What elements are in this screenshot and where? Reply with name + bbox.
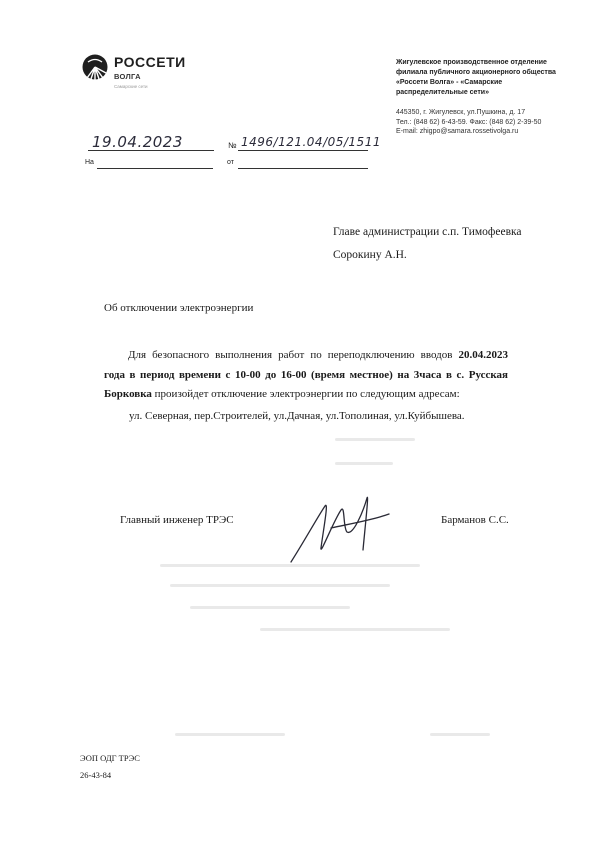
body-text: Для безопасного выполнения работ по переподключению вводов	[128, 349, 459, 361]
rosseti-logo-icon	[82, 54, 108, 80]
date-line	[88, 150, 214, 151]
letter-subject: Об отключении электроэнергии	[104, 302, 254, 314]
executor-phone: 26-43-84	[80, 770, 112, 780]
ot-line	[238, 168, 368, 169]
org-line: «Россети Волга» - «Самарские	[396, 79, 503, 86]
faint-stamp-text	[190, 606, 350, 609]
org-phone-fax: Тел.: (848 62) 6-43-59. Факс: (848 62) 2-39-50	[396, 118, 542, 126]
faint-stamp-text	[170, 584, 390, 587]
body-text: произойдет отключение электроэнергии по следующим адресам:	[151, 388, 460, 400]
na-label: На	[85, 159, 94, 166]
body-bold-text: 20.04.2023 года в период времени с 10-00 до 16-00 (время местное) на 3часа в с. Русская Борковка	[104, 349, 508, 400]
org-line: Жигулевское производственное отделение	[396, 59, 547, 66]
number-label: №	[228, 141, 237, 150]
letter-body	[104, 346, 508, 405]
org-email: E-mail: zhigpo@samara.rossetivolga.ru	[396, 128, 519, 135]
org-line: филиала публичного акционерного общества	[396, 69, 556, 76]
org-line: распределительные сети»	[396, 89, 489, 96]
na-line	[97, 168, 213, 169]
addressee-name: Сорокину А.Н.	[333, 249, 407, 261]
organization-name	[396, 58, 574, 98]
faint-stamp-text	[335, 438, 415, 441]
logo-name: РОССЕТИ	[114, 54, 186, 70]
ot-label: от	[227, 159, 234, 166]
faint-stamp-text	[335, 462, 393, 465]
faint-stamp-text	[175, 733, 285, 736]
address-list: ул. Северная, пер.Строителей, ул.Дачная, ул.Тополиная, ул.Куйбышева.	[129, 410, 465, 422]
executor-department: ЭОП ОДГ ТРЭС	[80, 753, 140, 763]
handwritten-number: 1496/121.04/05/1511	[241, 135, 381, 149]
faint-stamp-text	[260, 628, 450, 631]
org-address: 445350, г. Жигулевск, ул.Пушкина, д. 17	[396, 109, 526, 116]
handwritten-date: 19.04.2023	[92, 133, 183, 151]
logo-subtitle: ВОЛГА	[114, 72, 141, 81]
organization-contacts	[396, 108, 574, 137]
faint-stamp-text	[430, 733, 490, 736]
logo-tagline: Самарские сети	[114, 84, 148, 89]
signatory-name: Барманов С.С.	[441, 514, 509, 526]
handwritten-signature-icon	[285, 488, 395, 568]
signatory-title: Главный инженер ТРЭС	[120, 514, 234, 526]
addressee-position: Главе администрации с.п. Тимофеевка	[333, 226, 522, 238]
addressee	[333, 221, 522, 267]
company-logo	[82, 52, 202, 100]
number-line	[238, 150, 368, 151]
